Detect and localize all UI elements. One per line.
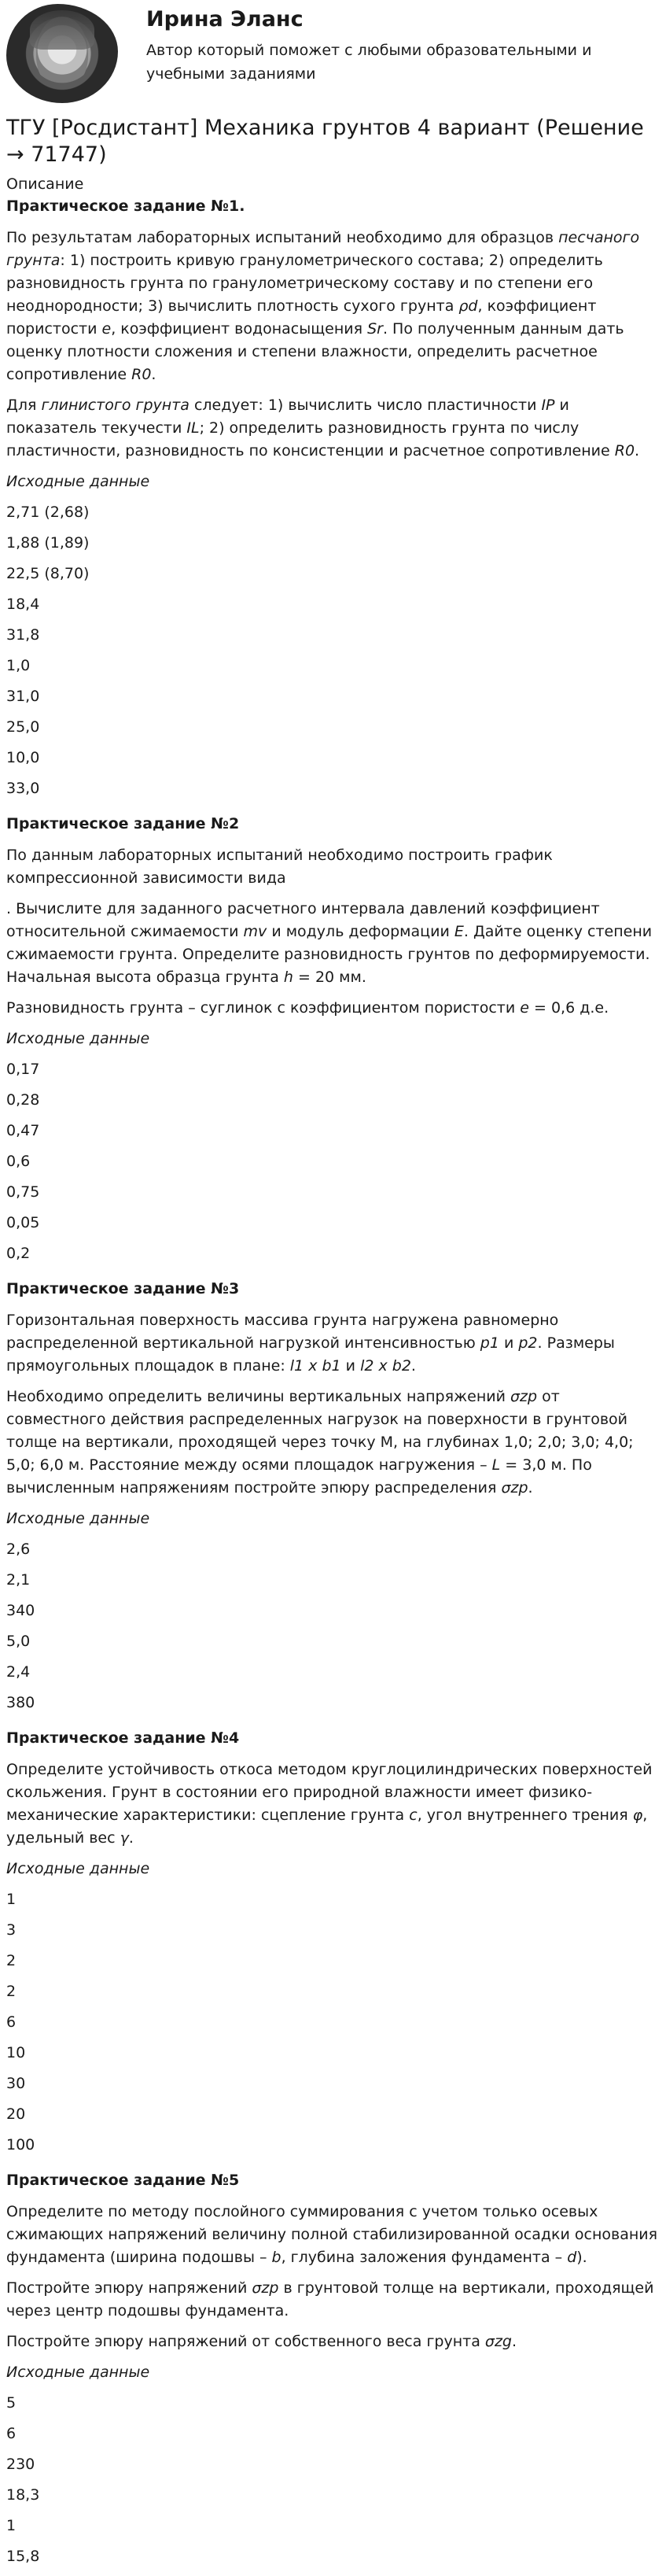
task5-paragraph-2: Постройте эпюру напряжений σzp в грунтовой толще на вертикали, проходящей через центр подошвы фундамента. xyxy=(6,2279,654,2320)
task2-value: 0,17 xyxy=(6,1061,40,1078)
task1-value: 1,0 xyxy=(6,657,31,674)
task1-value: 2,71 (2,68) xyxy=(6,504,90,521)
task5-value: 18,3 xyxy=(6,2486,40,2504)
task4-value: 6 xyxy=(6,2013,17,2031)
task4-value: 2 xyxy=(6,1983,17,2000)
task3-source-label: Исходные данные xyxy=(6,1510,150,1527)
task2-value: 0,2 xyxy=(6,1245,31,1262)
task3-values xyxy=(6,1538,659,1722)
task4-value: 10 xyxy=(6,2044,26,2061)
task1-value: 1,88 (1,89) xyxy=(6,534,90,552)
task4-value: 3 xyxy=(6,1921,17,1939)
task4-value: 1 xyxy=(6,1891,17,1908)
task1-value: 10,0 xyxy=(6,749,40,766)
task3-value: 2,6 xyxy=(6,1541,31,1558)
task4-paragraph: Определите устойчивость откоса методом круглоцилиндрических поверхностей скольжения. Грунт в состоянии его природной влажности имеет физико-механические характеристики: сцепление грунта c, угол внутреннего трения φ, удельный вес γ. xyxy=(6,1761,653,1847)
task1-title: Практическое задание №1. xyxy=(6,197,245,215)
task2-source-label: Исходные данные xyxy=(6,1030,150,1047)
task2-paragraph: По данным лабораторных испытаний необходимо построить график компрессионной зависимости вида xyxy=(6,847,553,887)
task5-value: 5 xyxy=(6,2394,17,2412)
task3-value: 340 xyxy=(6,1602,35,1619)
task4-value: 100 xyxy=(6,2136,35,2153)
task4-value: 20 xyxy=(6,2105,26,2123)
task1-paragraph-2: Для глинистого грунта следует: 1) вычислить число пластичности IP и показатель текучести IL; 2) определить разновидность грунта по числу пластичности, разновидность по консистенции и расчетное сопротивление R0. xyxy=(6,397,640,459)
task1-value: 33,0 xyxy=(6,780,40,797)
task3-title: Практическое задание №3 xyxy=(6,1280,240,1297)
document-content xyxy=(6,115,659,2576)
task1-value: 31,0 xyxy=(6,688,40,705)
task5-source-label: Исходные данные xyxy=(6,2364,150,2381)
task4-title: Практическое задание №4 xyxy=(6,1729,240,1747)
task2-value: 0,05 xyxy=(6,1214,40,1231)
task2-value: 0,47 xyxy=(6,1122,40,1139)
author-avatar[interactable] xyxy=(6,4,118,103)
task4-value: 2 xyxy=(6,1952,17,1969)
task3-paragraph-2: Необходимо определить величины вертикальных напряжений σzp от совместного действия распределенных нагрузок на поверхности в грунтовой толще на вертикали, проходящей через точку М, на глубинах 1,0; 2,0; 3,0; 4,0; 5,0; 6,0 м. Расстояние между осями площадок нагружения – L = 3,0 м. По вычисленным напряжениям постройте эпюру распределения σzp. xyxy=(6,1388,634,1497)
task5-value: 15,8 xyxy=(6,2548,40,2565)
task3-value: 380 xyxy=(6,1694,35,1711)
task5-value: 6 xyxy=(6,2425,17,2442)
author-description: Автор который поможет с любыми образовательными и учебными заданиями xyxy=(146,42,592,83)
task5-paragraph-3: Постройте эпюру напряжений от собственного веса грунта σzg. xyxy=(6,2333,517,2350)
author-name[interactable]: Ирина Эланс xyxy=(146,7,304,31)
task5-paragraph: Определите по методу послойного суммирования с учетом только осевых сжимающих напряжений величину полной стабилизированной осадки основания фундамента (ширина подошвы – b, глубина заложения фундамента – d). xyxy=(6,2203,658,2266)
task3-paragraph: Горизонтальная поверхность массива грунта нагружена равномерно распределенной вертикальной нагрузкой интенсивностью p1 и p2. Размеры прямоугольных площадок в плане: l1 x b1 и l2 x b2. xyxy=(6,1312,615,1375)
task4-values xyxy=(6,1888,659,2165)
task1-value: 22,5 (8,70) xyxy=(6,565,90,582)
task1-values xyxy=(6,501,659,808)
task5-title: Практическое задание №5 xyxy=(6,2172,240,2189)
task1-source-label: Исходные данные xyxy=(6,473,150,490)
description-label: Описание xyxy=(6,175,84,193)
author-header xyxy=(0,0,666,106)
task5-value: 230 xyxy=(6,2456,35,2473)
task5-value: 1 xyxy=(6,2517,17,2534)
task3-value: 2,4 xyxy=(6,1663,31,1681)
task2-paragraph-3: Разновидность грунта – суглинок с коэффициентом пористости e = 0,6 д.е. xyxy=(6,999,609,1017)
task4-value: 30 xyxy=(6,2075,26,2092)
task2-paragraph-2: . Вычислите для заданного расчетного интервала давлений коэффициент относительной сжимаемости mv и модуль деформации E. Дайте оценку степени сжимаемости грунта. Определите разновидность грунтов по деформируемости. Начальная высота образца грунта h = 20 мм. xyxy=(6,900,653,986)
task1-paragraph: По результатам лабораторных испытаний необходимо для образцов песчаного грунта: 1) построить кривую гранулометрического состава; 2) определить разновидность грунта по гранулометрическому составу и по степени его неоднородности; 3) вычислить плотность сухого грунта ρd, коэффициент пористости e, коэффициент водонасыщения Sr. По полученным данным дать оценку плотности сложения и степени влажности, определить расчетное сопротивление R0. xyxy=(6,229,640,383)
task2-value: 0,75 xyxy=(6,1183,40,1201)
task2-value: 0,6 xyxy=(6,1153,31,1170)
page-title: ТГУ [Росдистант] Механика грунтов 4 вариант (Решение → 71747) xyxy=(6,116,644,167)
task3-value: 5,0 xyxy=(6,1633,31,1650)
task2-values xyxy=(6,1058,659,1273)
task4-source-label: Исходные данные xyxy=(6,1860,150,1877)
task1-value: 25,0 xyxy=(6,718,40,736)
task2-value: 0,28 xyxy=(6,1091,40,1109)
task2-title: Практическое задание №2 xyxy=(6,815,240,832)
task1-value: 18,4 xyxy=(6,596,40,613)
task3-value: 2,1 xyxy=(6,1571,31,1589)
task1-value: 31,8 xyxy=(6,626,40,644)
task5-values xyxy=(6,2392,659,2576)
